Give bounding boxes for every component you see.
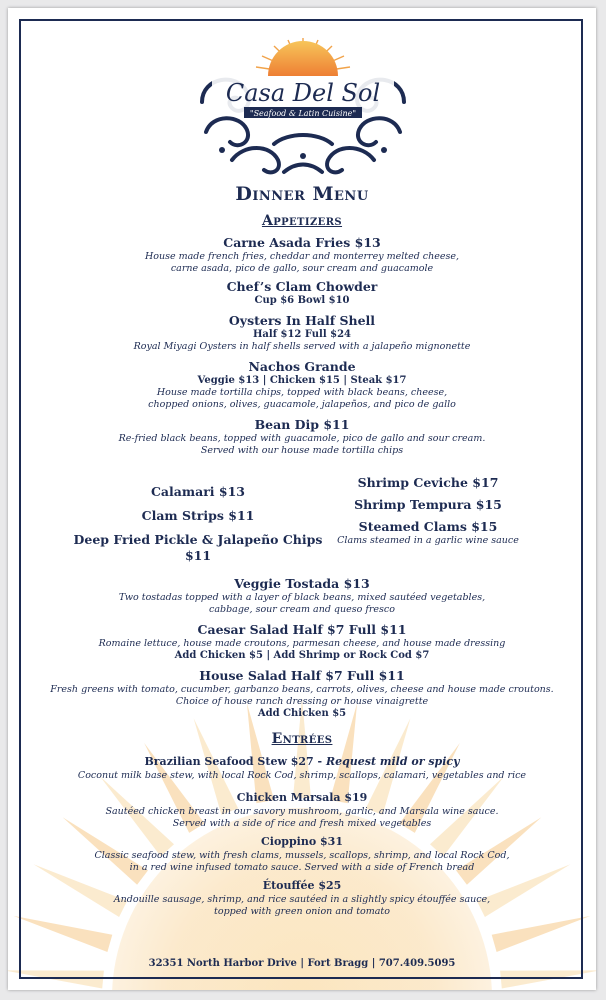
left-column-items [68,484,328,564]
item-title: Chef’s Clam Chowder [226,279,378,294]
item-description: Re-fried black beans, topped with guacamole, pico de gallo and sour cream. [118,433,486,444]
footer-address-phone: 32351 North Harbor Drive | Fort Bragg | 707.409.5095 [148,958,456,969]
item-title: House Salad Half $7 Full $11 [199,668,405,683]
item-description: Sautéed chicken breast in our savory mushroom, garlic, and Marsala wine sauce. [105,806,499,817]
right-column-items [328,475,528,547]
menu-item-calamari: Calamari $13 [150,484,245,499]
menu-item-chicken-marsala [8,790,596,830]
item-title: Étouffée $25 [262,879,342,892]
menu-item-deep-fried-pickle: Deep Fried Pickle & Jalapeño Chips $11 [73,532,323,563]
menu-item-bean-dip [8,417,596,457]
menu-title: Dinner Menu [235,183,369,205]
item-description: Fresh greens with tomato, cucumber, garbanzo beans, carrots, olives, cheese and house made croutons. [50,684,554,695]
menu-item-carne-asada-fries [8,235,596,275]
logo-tagline: "Seafood & Latin Cuisine" [249,109,357,118]
item-addons: Add Chicken $5 | Add Shrimp or Rock Cod $7 [174,650,430,661]
item-title: Chicken Marsala $19 [236,791,368,804]
menu-item-etouffee [8,878,596,918]
entrees-heading: Entrées [271,731,333,747]
item-description: cabbage, sour cream and queso fresco [209,604,395,615]
item-description: in a red wine infused tomato sauce. Served with a side of French bread [129,862,475,873]
item-title: Veggie Tostada $13 [234,576,370,591]
item-description: Classic seafood stew, with fresh clams, mussels, scallops, shrimp, and local Rock Cod, [94,850,510,861]
menu-item-clam-chowder [8,279,596,307]
menu-item-nachos-grande [8,359,596,411]
item-description: House made tortilla chips, topped with black beans, cheese, [156,387,448,398]
item-description: Romaine lettuce, house made croutons, parmesan cheese, and house made dressing [98,638,506,649]
item-title: Caesar Salad Half $7 Full $11 [197,622,407,637]
menu-item-brazilian-seafood-stew [8,754,596,782]
item-prices: Veggie $13 | Chicken $15 | Steak $17 [197,375,407,386]
menu-item-veggie-tostada [8,576,596,616]
menu-item-shrimp-tempura: Shrimp Tempura $15 [354,497,502,512]
item-title: Oysters In Half Shell [228,313,376,328]
item-description: topped with green onion and tomato [214,906,390,917]
item-title-note: Request mild or spicy [325,755,460,768]
menu-item-cioppino [8,834,596,874]
item-title: Nachos Grande [248,359,356,374]
item-description: Clams steamed in a garlic wine sauce [337,535,519,546]
item-description: Choice of house ranch dressing or house vinaigrette [175,696,429,707]
item-description: Served with our house made tortilla chips [200,445,404,456]
item-title: Brazilian Seafood Stew $27 - [144,755,326,768]
menu-content [8,8,596,990]
item-description: House made french fries, cheddar and monterrey melted cheese, [144,251,460,262]
item-description: Andouille sausage, shrimp, and rice sautéed in a slightly spicy étouffée sauce, [113,894,491,905]
menu-item-caesar-salad [8,622,596,662]
logo-brand-name: Casa Del Sol [225,79,381,107]
item-title: Cioppino $31 [261,835,343,848]
item-description: chopped onions, olives, guacamole, jalapeños, and pico de gallo [148,399,456,410]
item-description: carne asada, pico de gallo, sour cream and guacamole [170,263,434,274]
menu-item-steamed-clams: Steamed Clams $15 [358,519,498,534]
menu-item-oysters [8,313,596,353]
item-description: Coconut milk base stew, with local Rock Cod, shrimp, scallops, calamari, vegetables and rice [77,770,527,781]
item-prices: Half $12 Full $24 [252,329,351,340]
item-description: Royal Miyagi Oysters in half shells served with a jalapeño mignonette [133,341,471,352]
menu-item-house-salad [8,668,596,720]
item-addons: Add Chicken $5 [257,708,347,719]
appetizers-heading: Appetizers [261,213,343,229]
menu-item-shrimp-ceviche: Shrimp Ceviche $17 [357,475,499,490]
menu-item-clam-strips: Clam Strips $11 [141,508,255,523]
item-description: Two tostadas topped with a layer of black beans, mixed sautéed vegetables, [118,592,486,603]
item-description: Served with a side of rice and fresh mixed vegetables [172,818,432,829]
item-title: Carne Asada Fries $13 [223,235,381,250]
item-prices: Cup $6 Bowl $10 [254,295,350,306]
item-title: Bean Dip $11 [254,417,350,432]
menu-page [8,8,596,990]
